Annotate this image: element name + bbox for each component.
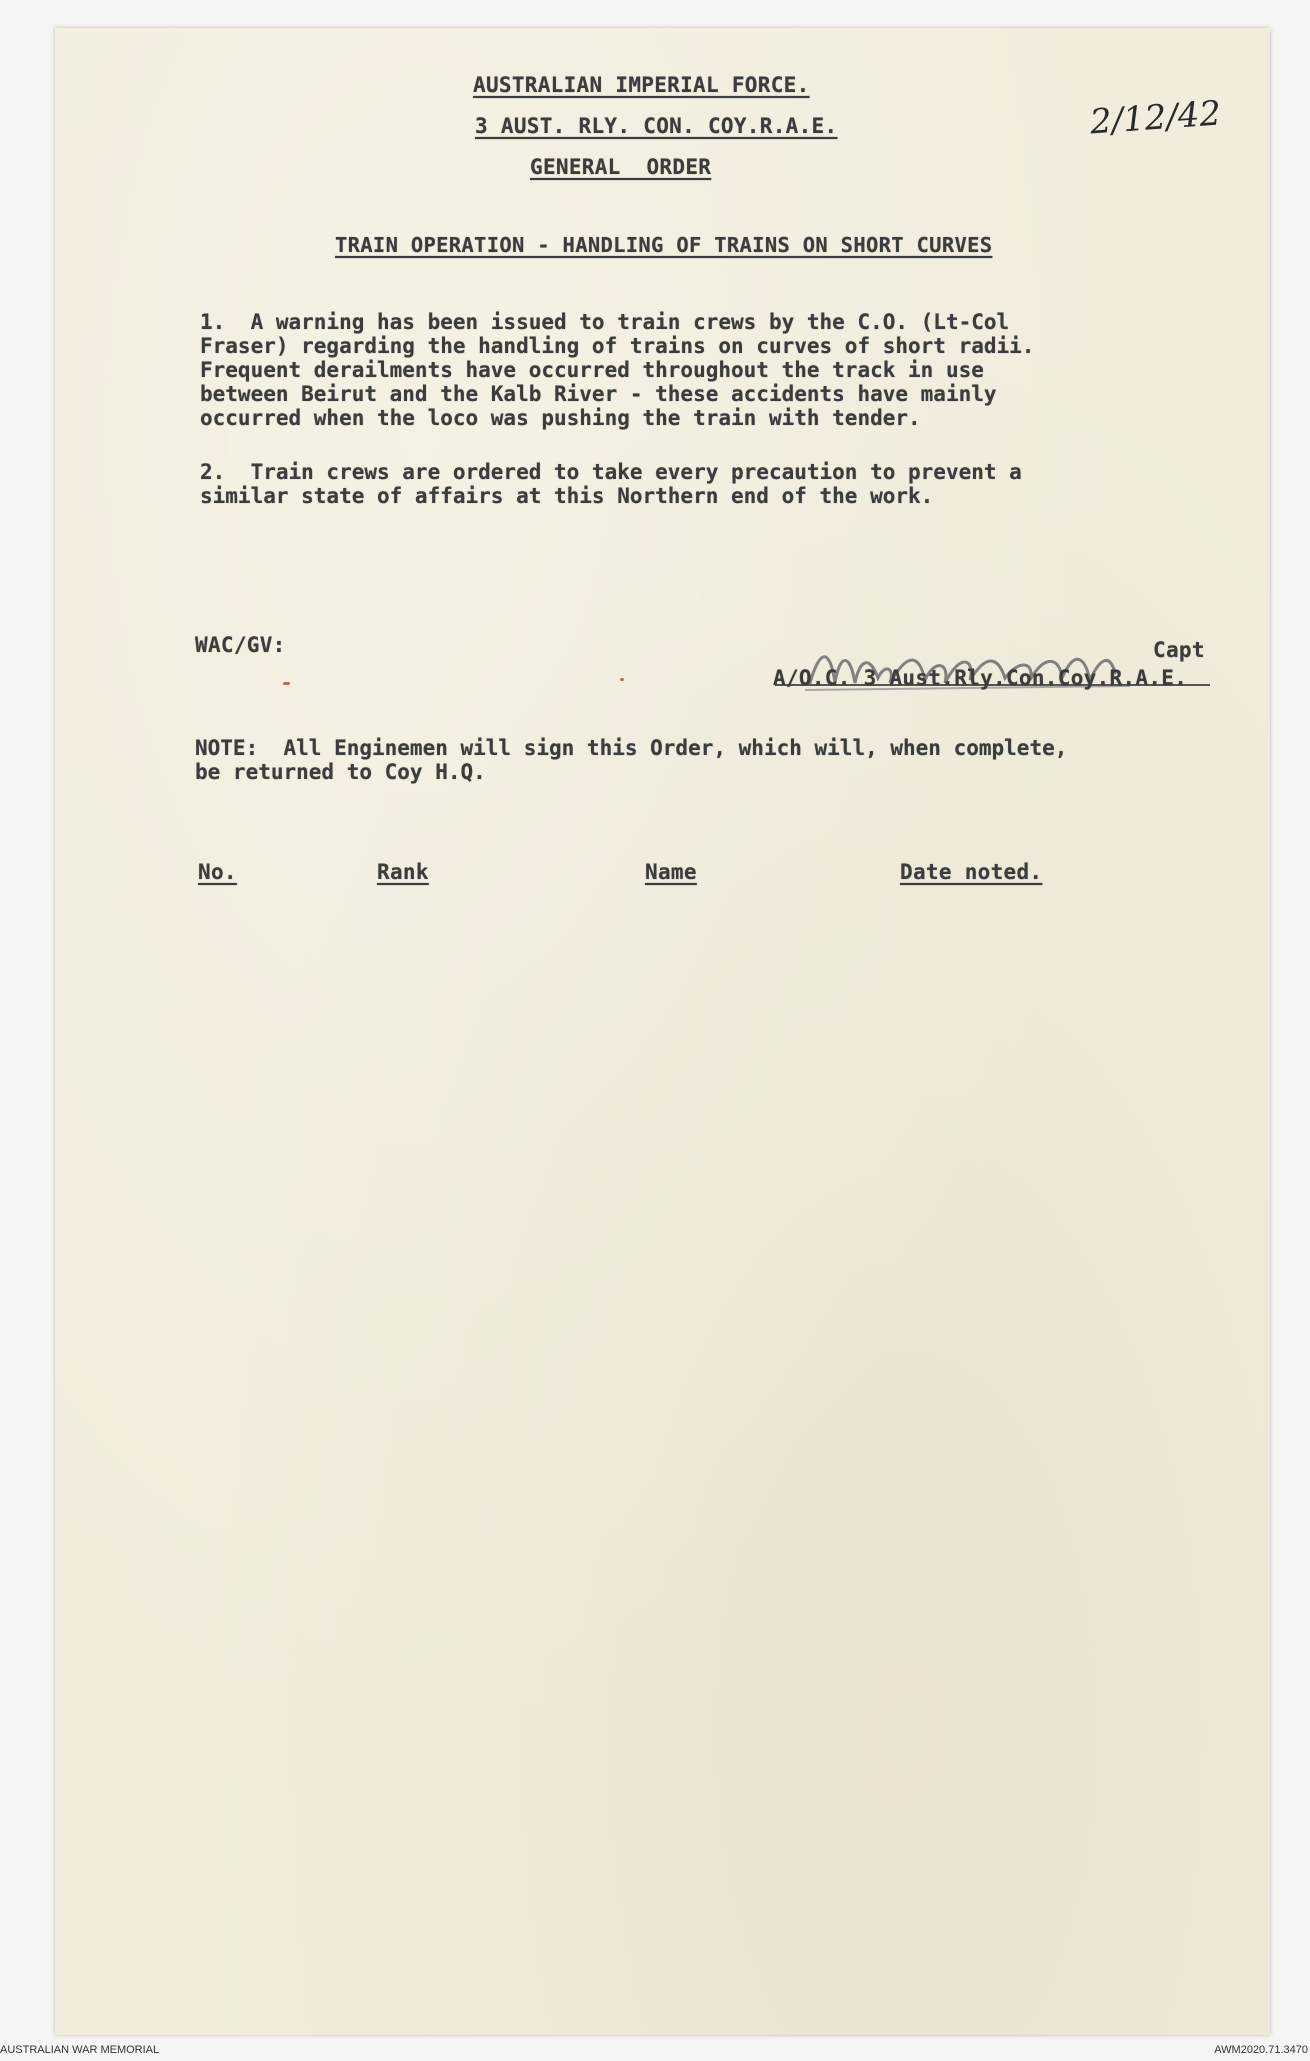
signature-rank: Capt (1153, 638, 1205, 662)
paragraph-1-line: Fraser) regarding the handling of trains on curves of short radii. (200, 334, 1035, 358)
column-date-noted: Date noted. (900, 860, 1043, 884)
footer-institution: AUSTRALIAN WAR MEMORIAL (0, 2044, 160, 2056)
paragraph-2-line: 2. Train crews are ordered to take every precaution to prevent a (200, 460, 1022, 484)
paragraph-2 (200, 460, 1190, 508)
paragraph-1-line: between Beirut and the Kalb River - these accidents have mainly (200, 382, 997, 406)
handwritten-date: 2/12/42 (1088, 93, 1223, 143)
note-line: be returned to Coy H.Q. (195, 760, 486, 784)
heading-organisation: AUSTRALIAN IMPERIAL FORCE. (473, 73, 810, 97)
reference-code: WAC/GV: (195, 633, 286, 657)
paragraph-1-line: occurred when the loco was pushing the train with tender. (200, 406, 921, 430)
paragraph-1-line: Frequent derailments have occurred throughout the track in use (200, 358, 984, 382)
note (195, 736, 1185, 784)
paragraph-1 (200, 310, 1190, 430)
column-no: No. (198, 860, 237, 884)
document-sheet (55, 28, 1270, 2035)
ink-mark (620, 678, 624, 681)
heading-order-type: GENERAL ORDER (530, 155, 712, 179)
column-rank: Rank (377, 860, 429, 884)
heading-unit: 3 AUST. RLY. CON. COY.R.A.E. (475, 114, 838, 138)
footer-accession-number: AWM2020.71.3470 (1214, 2044, 1308, 2056)
column-name: Name (645, 860, 697, 884)
paragraph-1-line: 1. A warning has been issued to train crews by the C.O. (Lt-Col (200, 310, 1010, 334)
paragraph-2-line: similar state of affairs at this Northern end of the work. (200, 484, 934, 508)
ink-mark (283, 682, 290, 685)
note-line: NOTE: All Enginemen will sign this Order, which will, when complete, (195, 736, 1068, 760)
signature-title: A/O.C. 3 Aust.Rly.Con.Coy.R.A.E. (773, 666, 1188, 690)
order-subject: TRAIN OPERATION - HANDLING OF TRAINS ON SHORT CURVES (335, 233, 993, 257)
